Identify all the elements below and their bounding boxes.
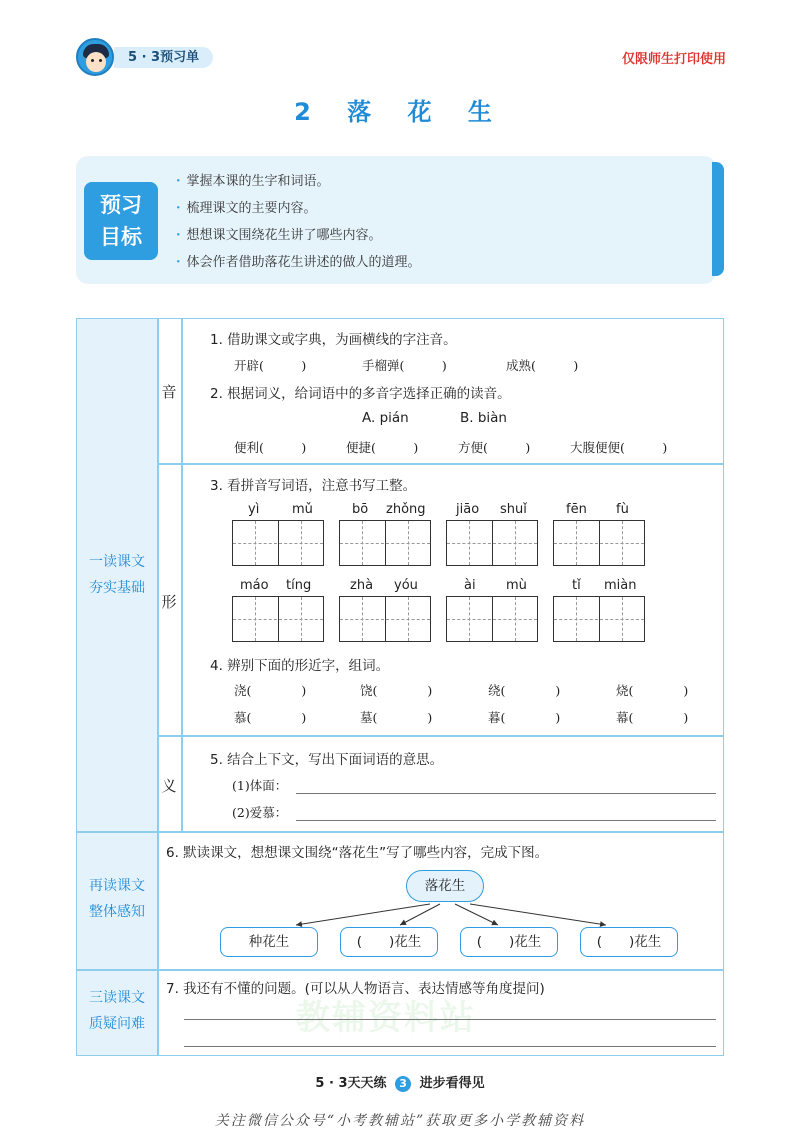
question-6: 6. 默读课文，想想课文围绕“落花生”写了哪些内容，完成下图。: [166, 845, 549, 861]
bullet-icon: ·: [176, 174, 181, 189]
pinyin: bō: [352, 502, 369, 517]
question-4: 4. 辨别下面的形近字，组词。: [210, 658, 390, 674]
section-label-2: 再读课文 整体感知: [89, 878, 145, 920]
sub-label-sound: 音: [161, 383, 177, 401]
diagram-node[interactable]: ( )花生: [340, 927, 438, 957]
question-3: 3. 看拼音写词语，注意书写工整。: [210, 478, 417, 494]
goal-item: · 梳理课文的主要内容。: [176, 201, 317, 216]
q4-item[interactable]: 烧( ): [616, 683, 689, 698]
bullet-icon: ·: [176, 201, 181, 216]
pinyin: zhǒng: [386, 502, 426, 517]
q2-option-b: B. biàn: [460, 410, 507, 426]
pinyin: máo: [240, 578, 269, 593]
goal-item: · 掌握本课的生字和词语。: [176, 174, 330, 189]
q1-item[interactable]: 开辟( ): [234, 358, 307, 373]
page-number: 3: [395, 1076, 411, 1092]
section-label-1: 一读课文 夯实基础: [89, 554, 145, 596]
diagram-node: 种花生: [220, 927, 318, 957]
pinyin: mù: [506, 578, 527, 593]
watermark-text: 教辅资料站: [296, 998, 476, 1038]
pinyin: tíng: [286, 578, 312, 593]
answer-line[interactable]: [184, 1046, 716, 1047]
pinyin: yì: [248, 502, 260, 517]
print-note: 仅限师生打印使用: [621, 52, 726, 67]
question-2: 2. 根据词义，给词语中的多音字选择正确的读音。: [210, 386, 511, 402]
footer-right: 进步看得见: [419, 1076, 485, 1091]
bottom-note: 关注微信公众号“小考教辅站”获取更多小学教辅资料: [214, 1113, 586, 1129]
goal-item: · 体会作者借助落花生讲述的做人的道理。: [176, 255, 421, 270]
pinyin: fēn: [566, 502, 587, 517]
sub-label-form: 形: [161, 593, 177, 611]
q4-item[interactable]: 慕( ): [234, 710, 307, 725]
q1-item[interactable]: 成熟( ): [506, 358, 579, 373]
q2-item[interactable]: 大腹便便( ): [570, 440, 668, 455]
pinyin: ài: [464, 578, 476, 593]
goals-tag-line2: 目标: [100, 225, 142, 249]
question-1: 1. 借助课文或字典，为画横线的字注音。: [210, 332, 457, 348]
lesson-title: 2 落 花 生: [294, 98, 506, 126]
bullet-icon: ·: [176, 255, 181, 270]
q2-item[interactable]: 方便( ): [458, 440, 531, 455]
question-5: 5. 结合上下文，写出下面词语的意思。: [210, 752, 444, 768]
q4-item[interactable]: 浇( ): [234, 683, 307, 698]
page-footer: [0, 1072, 800, 1092]
q5-item-1: (1)体面：: [232, 778, 288, 793]
pinyin: yóu: [394, 578, 418, 593]
pinyin: tǐ: [572, 578, 581, 593]
diagram-node[interactable]: ( )花生: [580, 927, 678, 957]
pinyin: mǔ: [292, 502, 313, 517]
q4-item[interactable]: 墓( ): [360, 710, 433, 725]
section-label-3: 三读课文 质疑问难: [89, 990, 145, 1032]
diagram-center: 落花生: [406, 870, 484, 902]
goals-tag-line1: 预习: [100, 193, 142, 217]
q4-item[interactable]: 饶( ): [360, 683, 433, 698]
q2-option-a: A. pián: [362, 410, 409, 426]
series-badge: 5 · 3预习单: [114, 47, 213, 68]
answer-line[interactable]: [184, 1019, 716, 1020]
q4-item[interactable]: 绕( ): [488, 683, 561, 698]
q4-item[interactable]: 幕( ): [616, 710, 689, 725]
pinyin: miàn: [604, 578, 637, 593]
goal-item: · 想想课文围绕花生讲了哪些内容。: [176, 228, 382, 243]
pinyin: zhà: [350, 578, 374, 593]
q2-item[interactable]: 便利( ): [234, 440, 307, 455]
q4-item[interactable]: 暮( ): [488, 710, 561, 725]
bullet-icon: ·: [176, 228, 181, 243]
pinyin: fù: [616, 502, 629, 517]
pinyin: shuǐ: [500, 502, 527, 517]
footer-left: 5 · 3天天练: [315, 1076, 387, 1091]
question-7: 7. 我还有不懂的问题。(可以从人物语言、表达情感等角度提问): [166, 981, 545, 997]
q5-item-2: (2)爱慕：: [232, 805, 288, 820]
q2-item[interactable]: 便捷( ): [346, 440, 419, 455]
pinyin: jiāo: [456, 502, 480, 517]
sub-label-meaning: 义: [161, 777, 177, 795]
diagram-node[interactable]: ( )花生: [460, 927, 558, 957]
q1-item[interactable]: 手榴弹( ): [362, 358, 447, 373]
